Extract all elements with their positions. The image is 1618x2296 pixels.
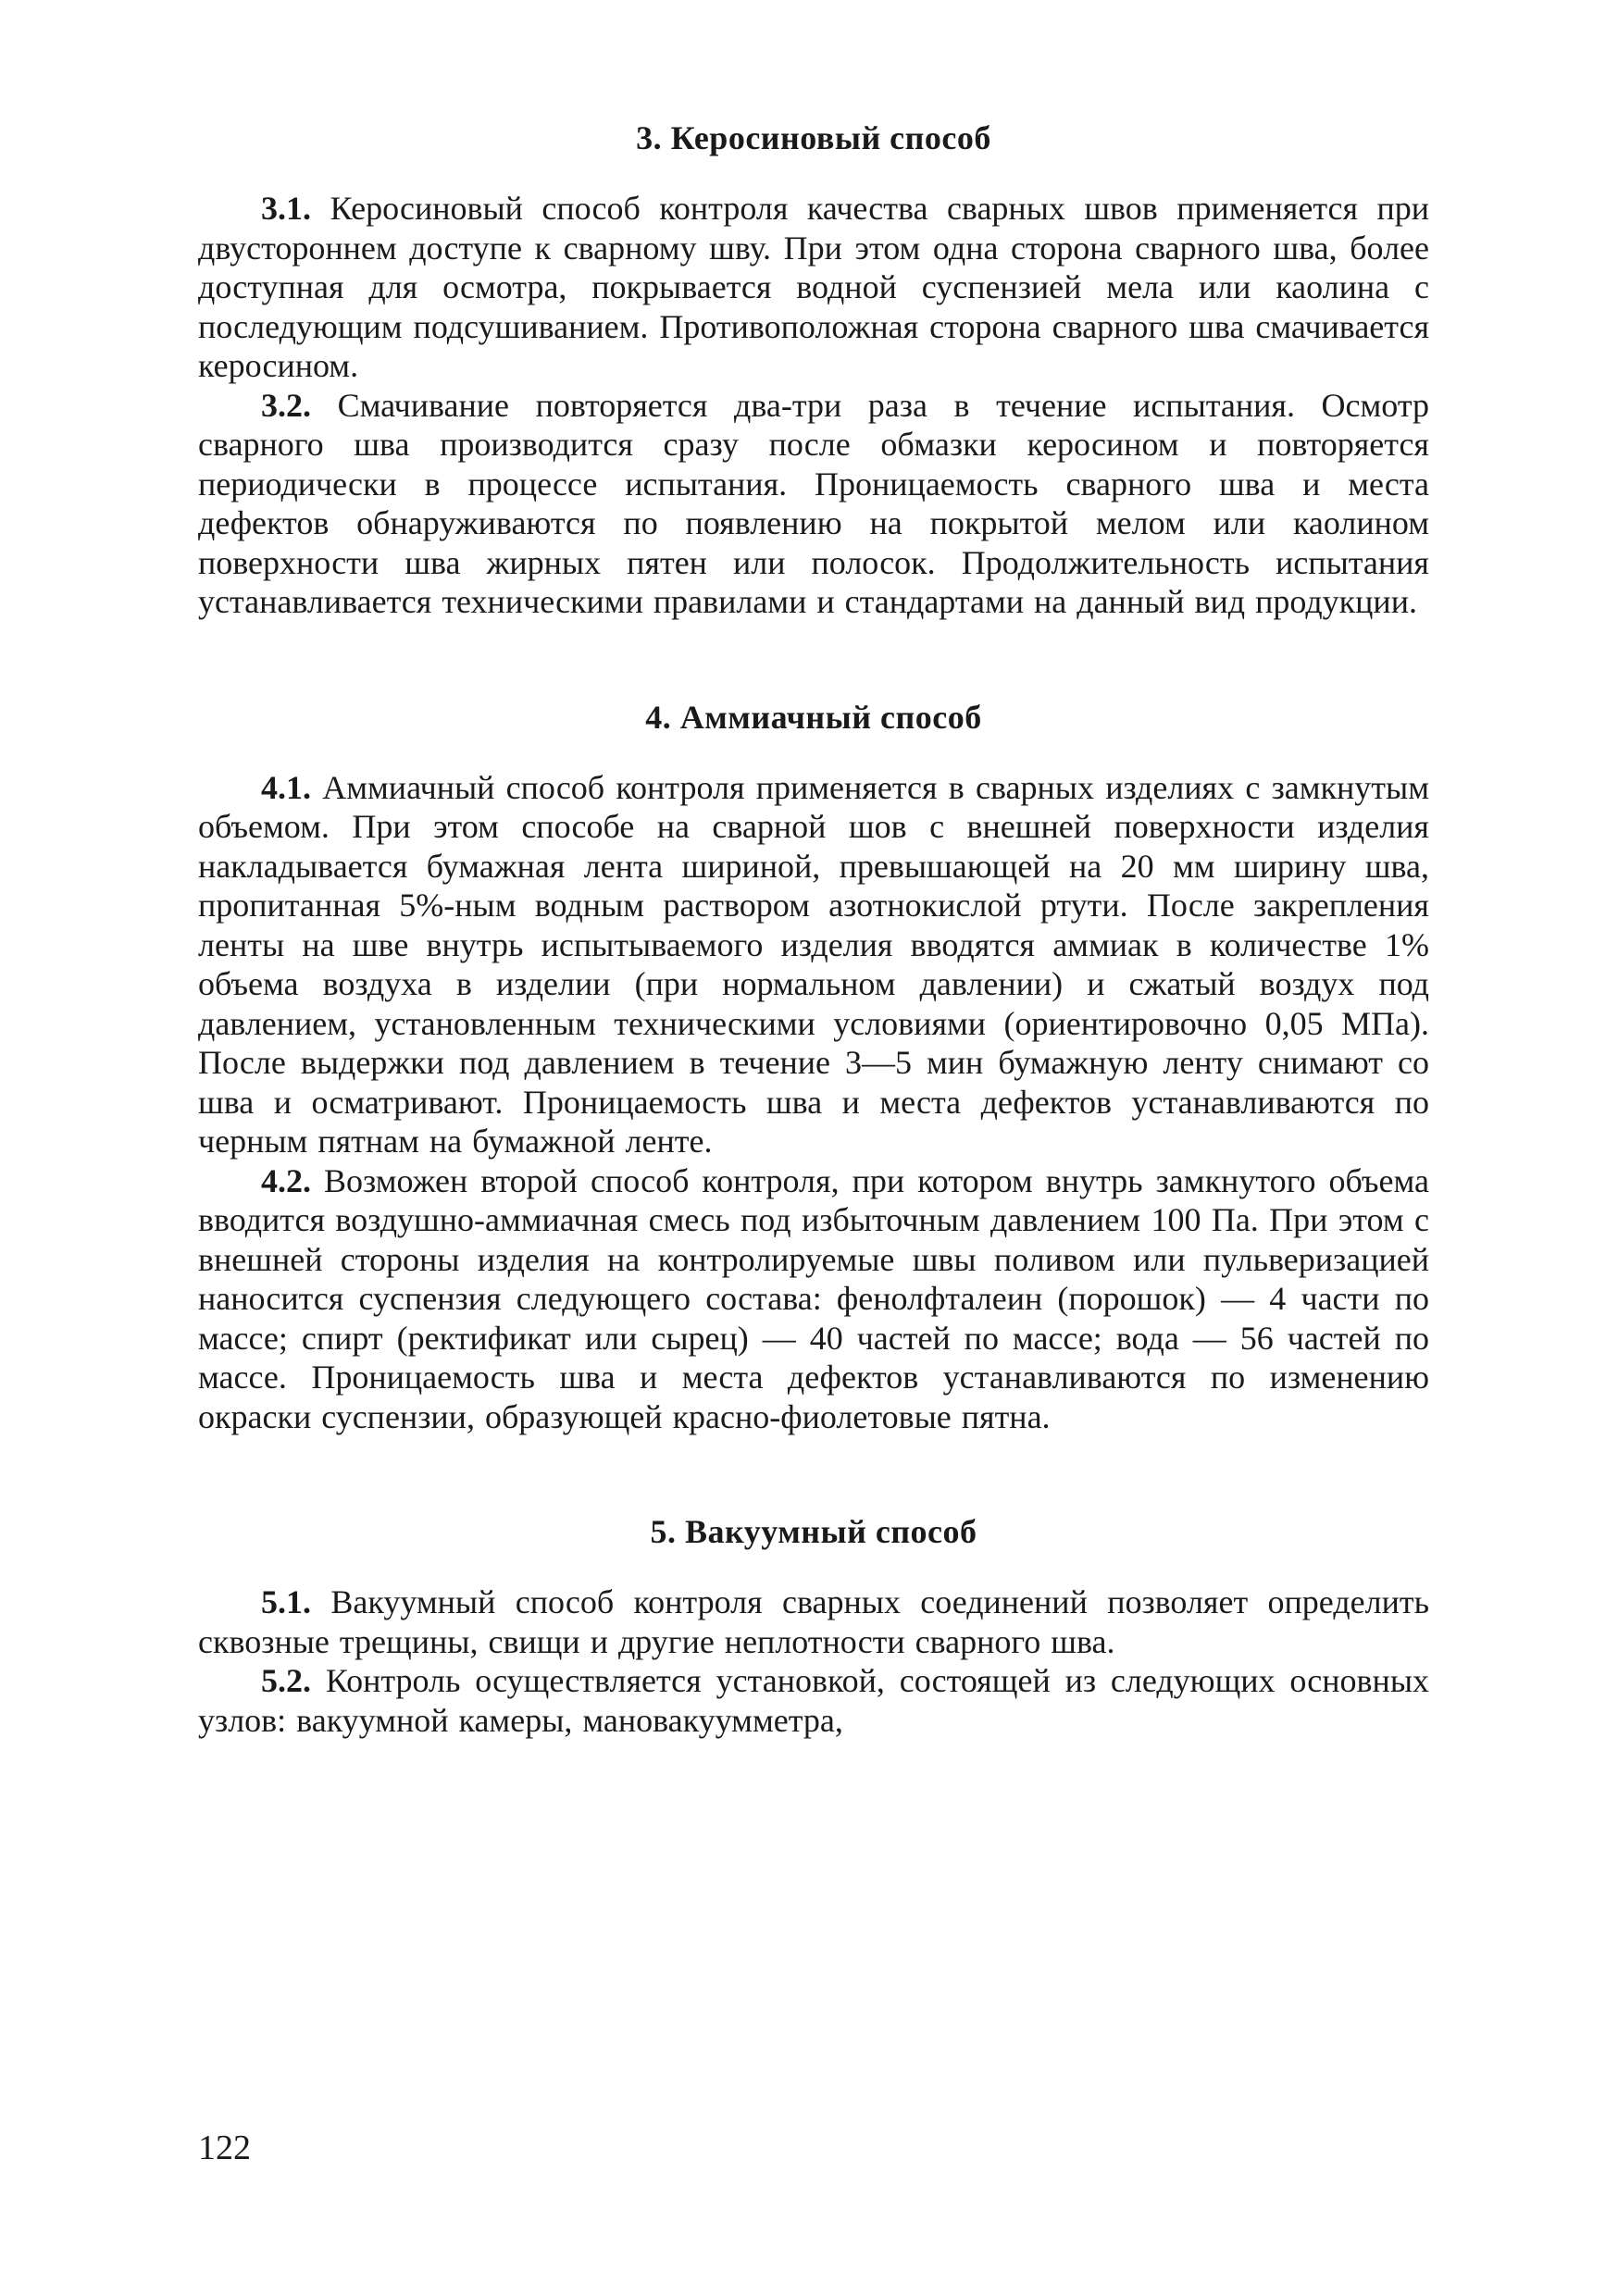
- paragraph-text: Вакуумный способ контроля сварных соединений позволяет определить сквозные трещины, свищи и другие неплотности сварного шва.: [198, 1583, 1429, 1660]
- paragraph-number: 3.2.: [261, 386, 311, 424]
- paragraph-number: 5.1.: [261, 1583, 311, 1620]
- section-ammonia: [198, 698, 1429, 1437]
- paragraph-text: Керосиновый способ контроля качества сварных швов применяется при двустороннем доступе к сварному шву. При этом одна сторона сварного шва, более доступная для осмотра, покрывается водной суспензией мела или каолина с последующим подсушиванием. Противоположная сторона сварного шва смачивается керосином.: [198, 190, 1430, 384]
- paragraph: [198, 768, 1429, 1161]
- paragraph-number: 3.1.: [261, 190, 311, 227]
- page-number: 122: [198, 2128, 251, 2167]
- paragraph-text: Аммиачный способ контроля применяется в сварных изделиях с замкнутым объемом. При этом способе на сварной шов с внешней поверхности изделия накладывается бумажная лента шириной, превышающей на 20 мм ширину шва, пропитанная 5%-ным водным раствором азотнокислой ртути. После закрепления ленты на шве внутрь испытываемого изделия вводятся аммиак в количестве 1% объема воздуха в изделии (при нормальном давлении) и сжатый воздух под давлением, установленным техническими условиями (ориентировочно 0,05 МПа). После выдержки под давлением в течение 3—5 мин бумажную ленту снимают со шва и осматривают. Проницаемость шва и места дефектов устанавливаются по черным пятнам на бумажной ленте.: [198, 768, 1430, 1160]
- paragraph-number: 4.1.: [261, 768, 311, 806]
- paragraph: [198, 1661, 1429, 1740]
- paragraph: [198, 1161, 1429, 1437]
- section-heading: 5. Вакуумный способ: [650, 1513, 977, 1550]
- page-content: [198, 118, 1429, 1740]
- section-vacuum: [198, 1512, 1429, 1740]
- paragraph: [198, 189, 1429, 386]
- section-heading: 3. Керосиновый способ: [636, 119, 991, 156]
- paragraph: [198, 1582, 1429, 1661]
- paragraph-number: 4.2.: [261, 1161, 311, 1199]
- paragraph-text: Контроль осуществляется установкой, состоящей из следующих основных узлов: вакуумной камеры, мановакуумметра,: [198, 1662, 1430, 1739]
- paragraph-text: Возможен второй способ контроля, при котором внутрь замкнутого объема вводится воздушно-аммиачная смесь под избыточным давлением 100 Па. При этом с внешней стороны изделия на контролируемые швы поливом или пульверизацией наносится суспензия следующего состава: фенолфталеин (порошок) — 4 части по массе; спирт (ректификат или сырец) — 40 частей по массе; вода — 56 частей по массе. Проницаемость шва и места дефектов устанавливаются по изменению окраски суспензии, образующей красно-фиолетовые пятна.: [198, 1161, 1430, 1435]
- paragraph-text: Смачивание повторяется два-три раза в течение испытания. Осмотр сварного шва производится сразу после обмазки керосином и повторяется периодически в процессе испытания. Проницаемость сварного шва и места дефектов обнаруживаются по появлению на покрытой мелом или каолином поверхности шва жирных пятен или полосок. Продолжительность испытания устанавливается техническими правилами и стандартами на данный вид продукции.: [198, 386, 1430, 620]
- paragraph-number: 5.2.: [261, 1662, 311, 1699]
- paragraph: [198, 386, 1429, 622]
- section-heading: 4. Аммиачный способ: [645, 698, 982, 736]
- section-kerosene: [198, 118, 1429, 622]
